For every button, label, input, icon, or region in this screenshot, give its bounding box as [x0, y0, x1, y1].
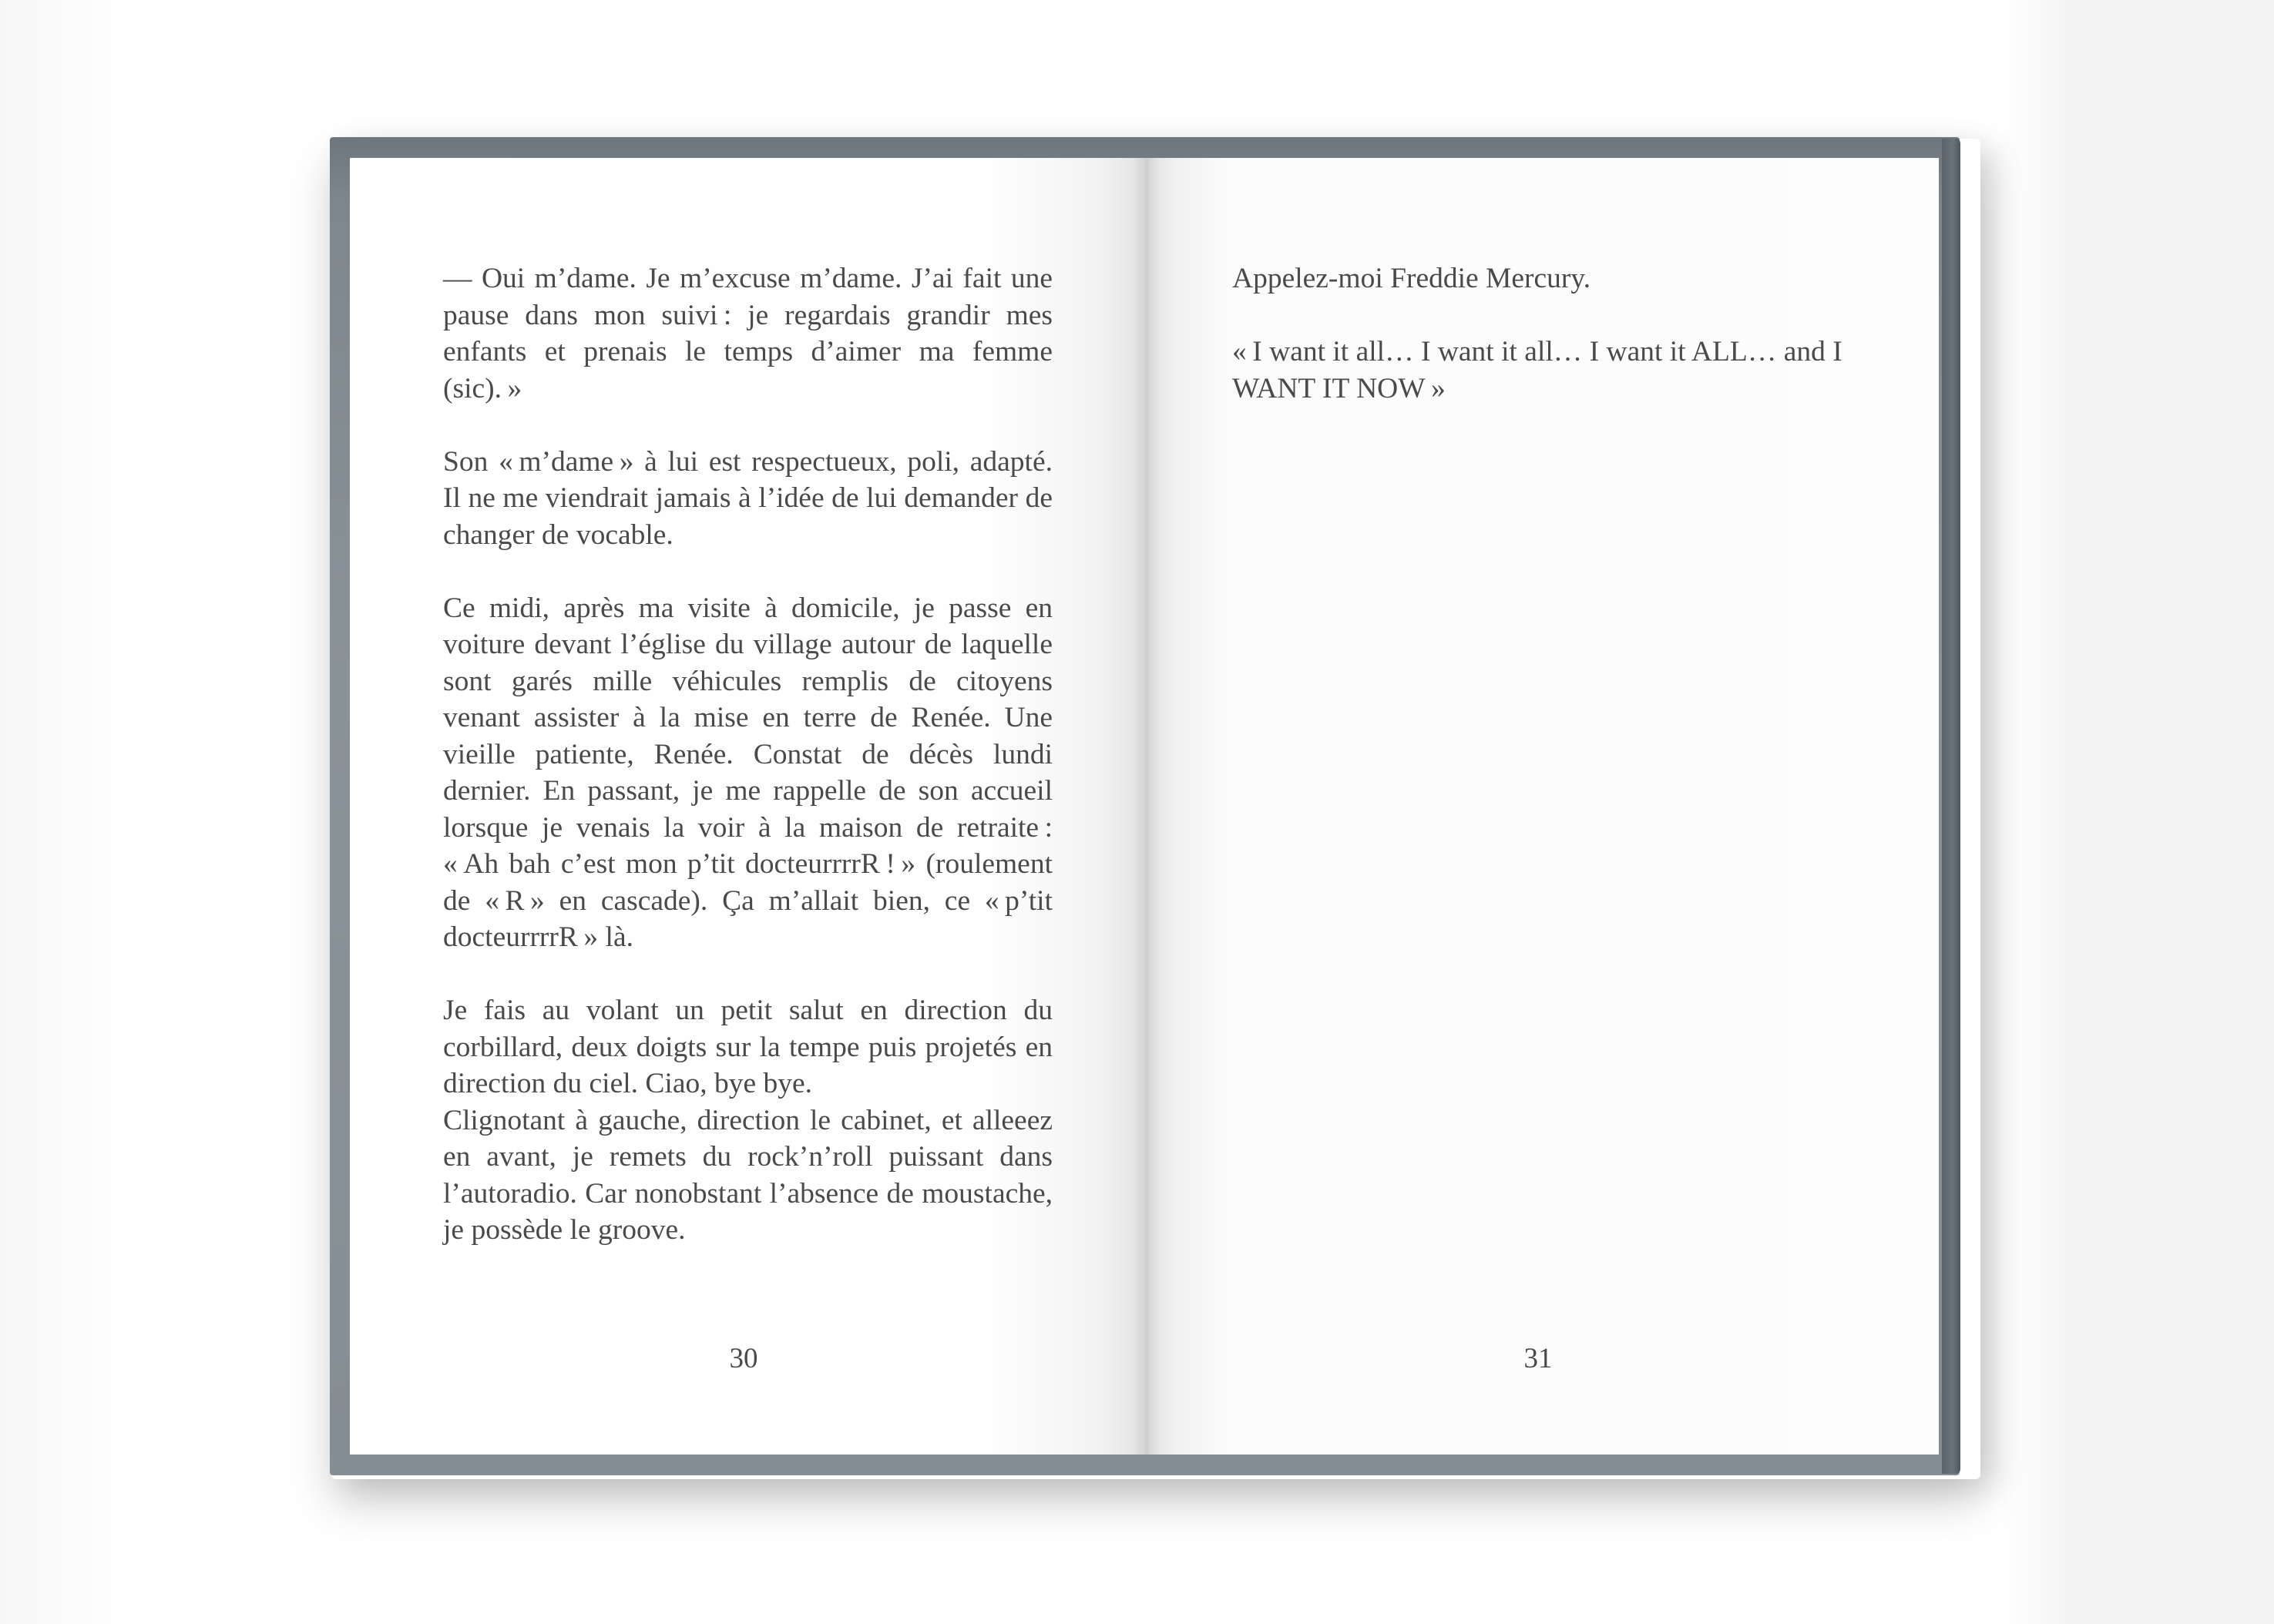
paragraph: Son « m’dame » à lui est respectueux, poli, adapté. Il ne me viendrait jamais à l’idée de lui demander de changer de vocable. — [443, 445, 1053, 551]
paragraph: — Oui m’dame. Je m’excuse m’dame. J’ai fait une pause dans mon suivi : je regardais grandir mes enfants et prenais le temps d’aimer ma femme (sic). » — [443, 263, 1053, 404]
paragraph: Clignotant à gauche, direction le cabinet, et alleeez en avant, je remets du rock’n’roll puissant dans l’autoradio. Car nonobstant l’absence de moustache, je possède le groove. — [443, 1104, 1053, 1246]
page-number-right: 31 — [1523, 1343, 1553, 1374]
left-page-text — [443, 260, 1053, 1285]
page-number-left: 30 — [729, 1343, 758, 1374]
paragraph: Ce midi, après ma visite à domicile, je passe en voiture devant l’église du village autour de laquelle sont garés mille véhicules remplis de citoyens venant assister à la mise en terre de Renée. Une vieille patiente, Renée. Constat de décès lundi dernier. En passant, je me rappelle de son accueil lorsque je venais la voir à la maison de retraite : « Ah bah c’est mon p’tit docteurrrrR ! » (roulement de « R » en cascade). Ça m’allait bien, ce « p’tit docteurrrrR » là. — [443, 592, 1053, 953]
right-page-text — [1232, 260, 1849, 444]
book-gutter — [1133, 158, 1161, 1455]
paragraph: « I want it all… I want it all… I want it ALL… and I WANT IT NOW » — [1232, 336, 1842, 404]
paragraph: Appelez-moi Freddie Mercury. — [1232, 263, 1591, 294]
book-cover-edge — [1942, 139, 1960, 1474]
paragraph: Je fais au volant un petit salut en direction du corbillard, deux doigts sur la tempe puis projetés en direction du ciel. Ciao, bye bye. — [443, 995, 1053, 1099]
